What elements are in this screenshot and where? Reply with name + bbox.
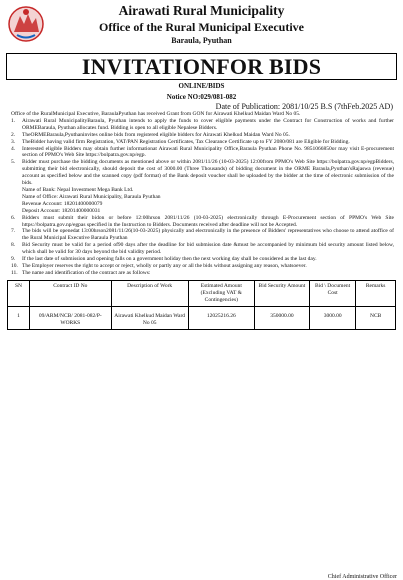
- notice-number: Notice NO:029/081-082: [166, 93, 237, 101]
- revenue-account: Revenue Account: 18201400000079: [22, 200, 103, 207]
- bank-details: [11, 187, 394, 215]
- letterhead: [0, 0, 403, 52]
- publication-date: Date of Publication: 2081/10/25 B.S (7thFeb.2025 AD): [215, 102, 393, 111]
- clause-number: 1.: [11, 117, 16, 124]
- clause-number: 7.: [11, 228, 16, 235]
- table-cell: 12025216.26: [188, 306, 254, 329]
- intro-paragraph: Office of the RuralMunicipal Executive, BaraulaPyuthan has received Grant from GON for Airawati Khelkud Maidan Ward No 05.: [11, 111, 301, 117]
- office-address: Baraula, Pyuthan: [171, 36, 232, 45]
- clause-number: 5.: [11, 159, 16, 166]
- page-title: INVITATIONFOR BIDS: [6, 53, 397, 80]
- clause-number: 2.: [11, 131, 16, 138]
- clause-text: TheBidder having valid firm Registration, VAT/PAN Registration Certificates, Tax Clearance Certificate up to FY 2080/081 are Eligible for Bidding.: [22, 138, 350, 145]
- clause-text: The Employer reserves the right to accept or reject, wholly or partly any or all the bids without assigning any reason, whatsoever.: [22, 262, 307, 269]
- bid-type: ONLINE/BIDS: [178, 82, 225, 90]
- table-cell: 1: [8, 306, 30, 329]
- column-header: Bid \ Document Cost: [309, 280, 355, 306]
- table-cell: NCB: [356, 306, 396, 329]
- bank-name: Name of Bank: Nepal Investment Mega Bank Ltd.: [22, 186, 134, 193]
- clause-text: Bidders must submit their bidon or before 12:00hrson 2081/11/26 (10-03-2025) electronically through E-Procurement section of PPMO's Web Site https://bolpatra.gov.np/egpas specified in the Instruction to Bidders. Documents received after deadline will not be Accepted.: [22, 214, 394, 228]
- clauses-list: [11, 118, 394, 187]
- clause-item: [11, 146, 394, 160]
- office-name: Office of the Rural Municipal Executive: [99, 20, 304, 34]
- clause-number: 6.: [11, 214, 16, 221]
- clause-number: 3.: [11, 138, 16, 145]
- clause-item: [11, 159, 394, 187]
- municipality-name: Airawati Rural Municipality: [118, 3, 285, 18]
- clause-item: [11, 256, 394, 263]
- clause-text: Bid Security must be valid for a period of90 days after the deadline for bid submission date &must be accompanied by minimum bid security amount listed below, which shall be valid for 30 days beyond the bid validity period.: [22, 242, 394, 256]
- clause-item: [11, 228, 394, 242]
- clauses-list-2: [11, 215, 394, 277]
- clause-text: The name and identification of the contract are as follows:: [22, 269, 151, 276]
- column-header: SN: [8, 280, 30, 306]
- column-header: Contract ID No: [30, 280, 112, 306]
- table-cell: 350000.00: [254, 306, 309, 329]
- clause-item: [11, 139, 394, 146]
- clause-number: 11.: [11, 269, 18, 276]
- clause-item: [11, 263, 394, 270]
- column-header: Description of Work: [111, 280, 188, 306]
- column-header: Estimated Amount (Excluding VAT & Contingencies): [188, 280, 254, 306]
- clause-number: 10.: [11, 262, 18, 269]
- clause-item: [11, 118, 394, 132]
- clause-text: Airawati Rural MunicipalityBaraula, Pyuthan intends to apply the funds to cover eligible payments under the Contract for Construction of works and further ORMEBaraula, Pyuthan allocates fund. Bidding is open to all eligible Nepalese Bidders.: [22, 117, 394, 131]
- contract-table: [7, 280, 396, 330]
- table-cell: 3000.00: [309, 306, 355, 329]
- clause-text: Bidder must purchase the bidding documents as mentioned above or within 2081/11/26 (10-03-2025) 12:00from PPMO's Web Site https://bolpatra.gov.np/egpBidders, submitting their bid electronically, should deposit the cost of 3000.00 (Three Thousands) of bidding document in the ORME Baraula,Pyuthan'sRajaswa (revenue) account as specified below and the scanned copy (pdf format) of the Bank deposit voucher shall be uploaded by the bidder at the time of electronic submission of the bids.: [22, 159, 394, 187]
- clause-item: [11, 242, 394, 256]
- table-cell: Airawati Khelkud Maidan Ward No 05: [111, 306, 188, 329]
- clause-text: Interested eligible Bidders may obtain further informationat Airawati Rural Municipality Office,Baraula Pyuthan Phone No. 9851066850or may visit E-procurement section of PPMO's Web Site https://bolpatra.gov.np/egp.: [22, 145, 394, 159]
- clause-item: [11, 270, 394, 277]
- clause-item: [11, 215, 394, 229]
- clause-text: If the last date of submission and opening falls on a government holiday then the next working day shall be considered as the last day.: [22, 256, 317, 263]
- clause-number: 4.: [11, 145, 16, 152]
- nepal-emblem-icon: [8, 4, 44, 44]
- clause-number: 8.: [11, 242, 16, 249]
- clause-text: The bids will be openedat 13:00hrson2081/11/26(10-03-2025) physically and electronically in the presence of Bidders' representatives who choose to attend atoffice of the Rural Municipal Executive Baraula Pyuthan: [22, 228, 394, 242]
- notice-body: [0, 111, 403, 277]
- signature-title: Chief Administrative Officer: [327, 574, 397, 580]
- table-cell: 09/ARM/NCB/ 2081-082/P-WORKS: [30, 306, 112, 329]
- bank-office: Name of Office: Airawati Rural Municipality, Baraula Pyuthan: [22, 193, 161, 200]
- deposit-account: Deposit Account: 18201400000031: [22, 207, 101, 214]
- table-header-row: [8, 280, 396, 306]
- clause-item: [11, 132, 394, 139]
- table-row: [8, 306, 396, 329]
- column-header: Bid Security Amount: [254, 280, 309, 306]
- clause-text: TheORMEBaraula,Pyuthaninvites online bids from registered eligible bidders for Airawati Khelkud Maidan Ward No 05.: [22, 131, 290, 138]
- column-header: Remarks: [356, 280, 396, 306]
- clause-number: 9.: [11, 256, 16, 263]
